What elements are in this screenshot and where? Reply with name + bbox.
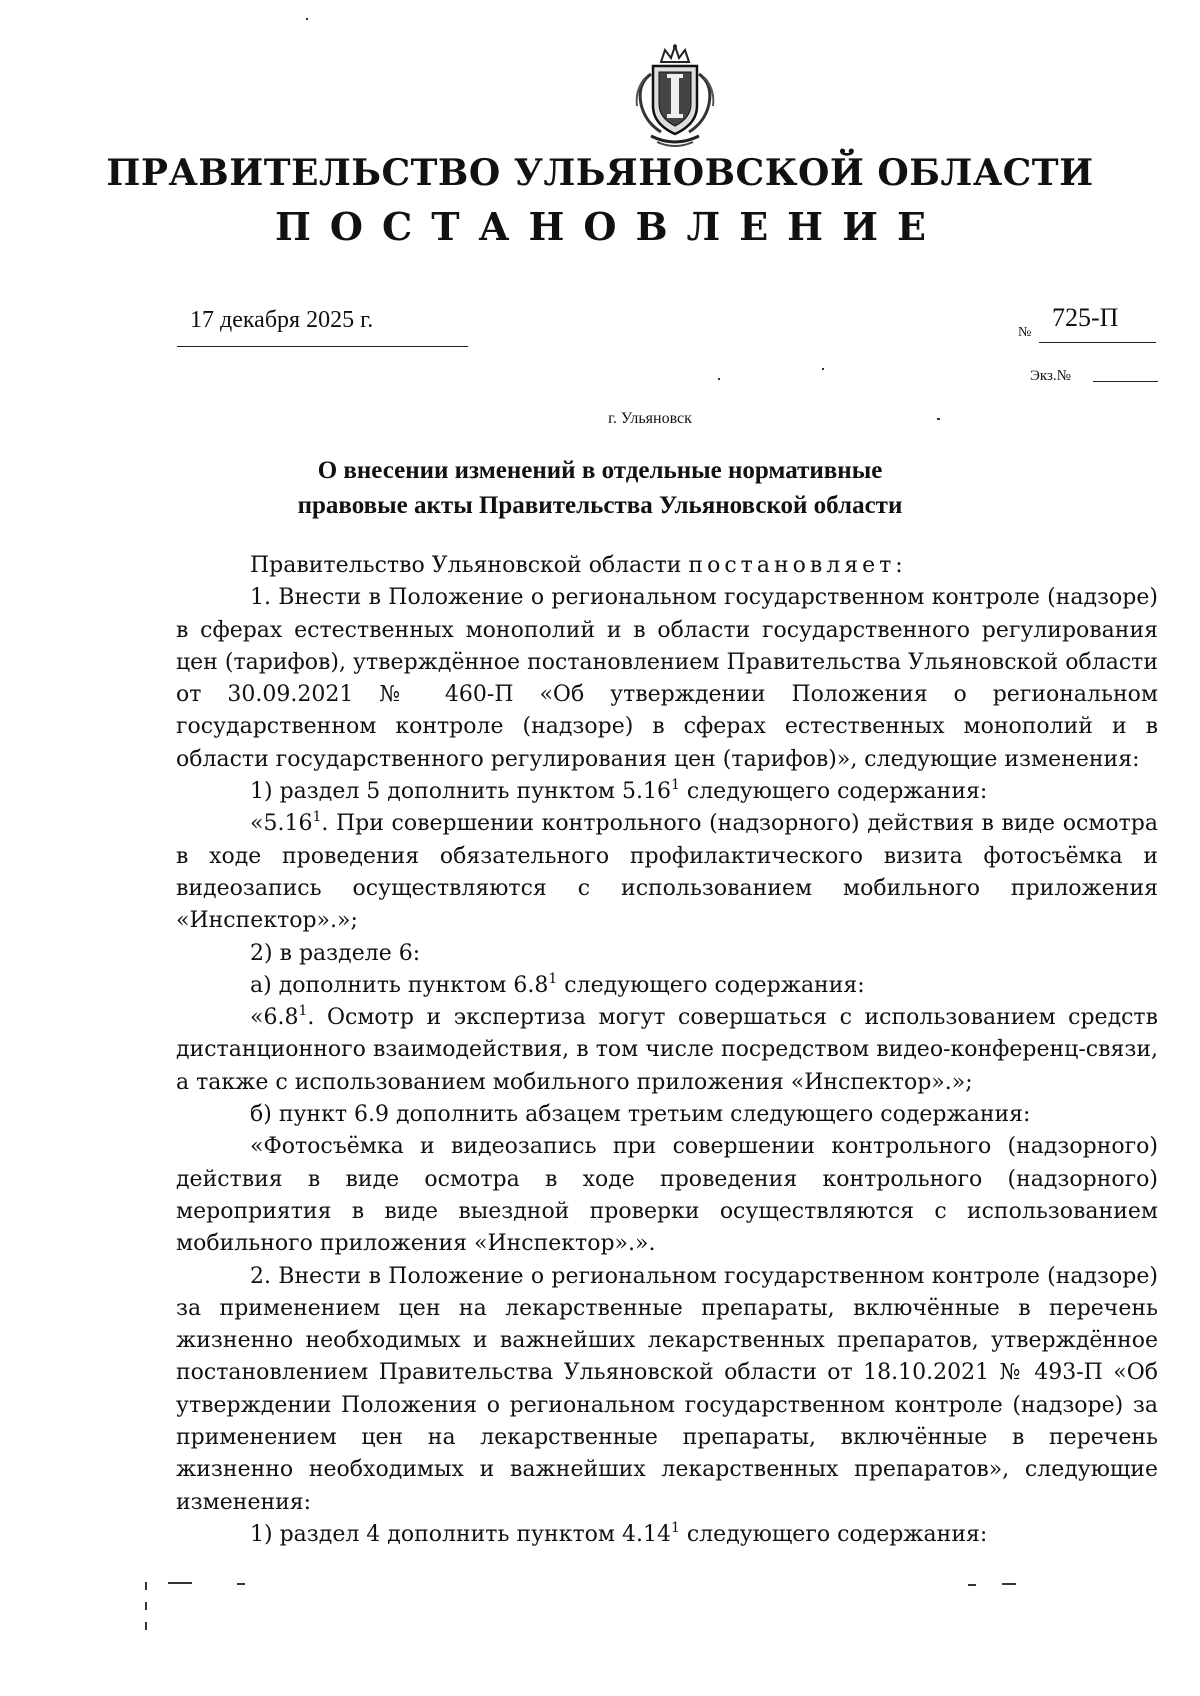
p10-text-b: следующего содержания: [679,1521,988,1547]
p10-superscript: 1 [670,1519,680,1536]
p2-text-a: 1) раздел 5 дополнить пунктом 5.16 [250,779,671,805]
number-sign: № [1018,325,1032,340]
document-type: ПОСТАНОВЛЕНИЕ [275,204,945,249]
copy-underline [1093,381,1158,382]
scan-speck [145,1602,147,1610]
p5-superscript: 1 [548,970,558,987]
coat-of-arms-icon [631,44,719,148]
p3-superscript: 1 [312,809,322,826]
p3-text-b: . При совершении контрольного (надзорного) действия в виде осмотра в ходе проведения обязательного профилактического визита фотосъёмка и видеозапись осуществляются с использованием мобильного приложения «Инспектор».»; [176,811,1158,934]
paragraph-1-2-a [176,970,1158,1002]
date-underline [177,346,468,347]
title-line-2: правовые акты Правительства Ульяновской области [297,492,903,519]
scan-speck [718,378,720,380]
scan-speck [968,1584,976,1586]
paragraph-1-2-b: б) пункт 6.9 дополнить абзацем третьим следующего содержания: [250,1102,1031,1128]
scan-speck [145,1622,147,1630]
scan-speck [237,1583,245,1585]
p2-superscript: 1 [670,777,680,794]
city: г. Ульяновск [608,410,692,427]
paragraph-1: 1. Внести в Положение о региональном государственном контроле (надзоре) в сферах естественных монополий и в области государственного регулирования цен (тарифов), утверждённое постановлением Правительства Ульяновской области от 30.09.2021 № 460-П «Об утверждении Положения о региональном государственном контроле (надзоре) в сферах естественных монополий и в области государственного регулирования цен (тарифов)», следующие изменения: [176,585,1158,772]
p5-text-a: а) дополнить пунктом 6.8 [250,972,549,998]
document-body [176,550,1158,1551]
scan-speck [168,1582,192,1584]
number-underline [1039,342,1156,343]
scan-speck [822,368,824,370]
document-date: 17 декабря 2025 г. [190,307,374,333]
paragraph-6-8 [176,1002,1158,1099]
scan-speck [145,1582,147,1590]
paragraph-1-1 [176,776,1158,808]
paragraph-preamble [176,550,1158,582]
copy-label: Экз.№ [1030,368,1071,384]
document-number: 725-П [1052,303,1119,332]
scan-speck [1002,1583,1016,1585]
preamble-colon: : [895,553,903,578]
scan-speck [306,18,308,20]
p2-text-b: следующего содержания: [679,779,988,805]
scan-speck [937,418,940,420]
p6-superscript: 1 [298,1003,308,1020]
p10-text-a: 1) раздел 4 дополнить пунктом 4.14 [250,1521,671,1547]
preamble-keyword: постановляет [688,553,896,578]
p3-text-a: «5.16 [250,811,313,837]
document-title [0,453,1200,523]
paragraph-1-2: 2) в разделе 6: [250,940,421,966]
paragraph-6-9-quote: «Фотосъёмка и видеозапись при совершении контрольного (надзорного) действия в виде осмотра в ходе проведения контрольного (надзорного) мероприятия в виде выездной проверки осуществляются с использованием мобильного приложения «Инспектор».». [176,1134,1158,1257]
p5-text-b: следующего содержания: [557,972,865,998]
government-name: ПРАВИТЕЛЬСТВО УЛЬЯНОВСКОЙ ОБЛАСТИ [106,152,1094,194]
paragraph-2: 2. Внести в Положение о региональном государственном контроле (надзоре) за применением цен на лекарственные препараты, включённые в перечень жизненно необходимых и важнейших лекарственных препаратов, утверждённое постановлением Правительства Ульяновской области от 18.10.2021 № 493-П «Об утверждении Положения о региональном государственном контроле (надзоре) за применением цен на лекарственные препараты, включённые в перечень жизненно необходимых и важнейших лекарственных препаратов», следующие изменения: [176,1263,1158,1515]
paragraph-5-16 [176,808,1158,937]
p6-text-b: . Осмотр и экспертиза могут совершаться с использованием средств дистанционного взаимодействия, в том числе посредством видео-конференц-связи, а также с использованием мобильного приложения «Инспектор».»; [176,1005,1158,1095]
p6-text-a: «6.8 [250,1005,299,1031]
preamble-text: Правительство Ульяновской области [250,553,689,578]
paragraph-2-1 [176,1519,1158,1551]
title-line-1: О внесении изменений в отдельные нормативные [317,457,883,484]
